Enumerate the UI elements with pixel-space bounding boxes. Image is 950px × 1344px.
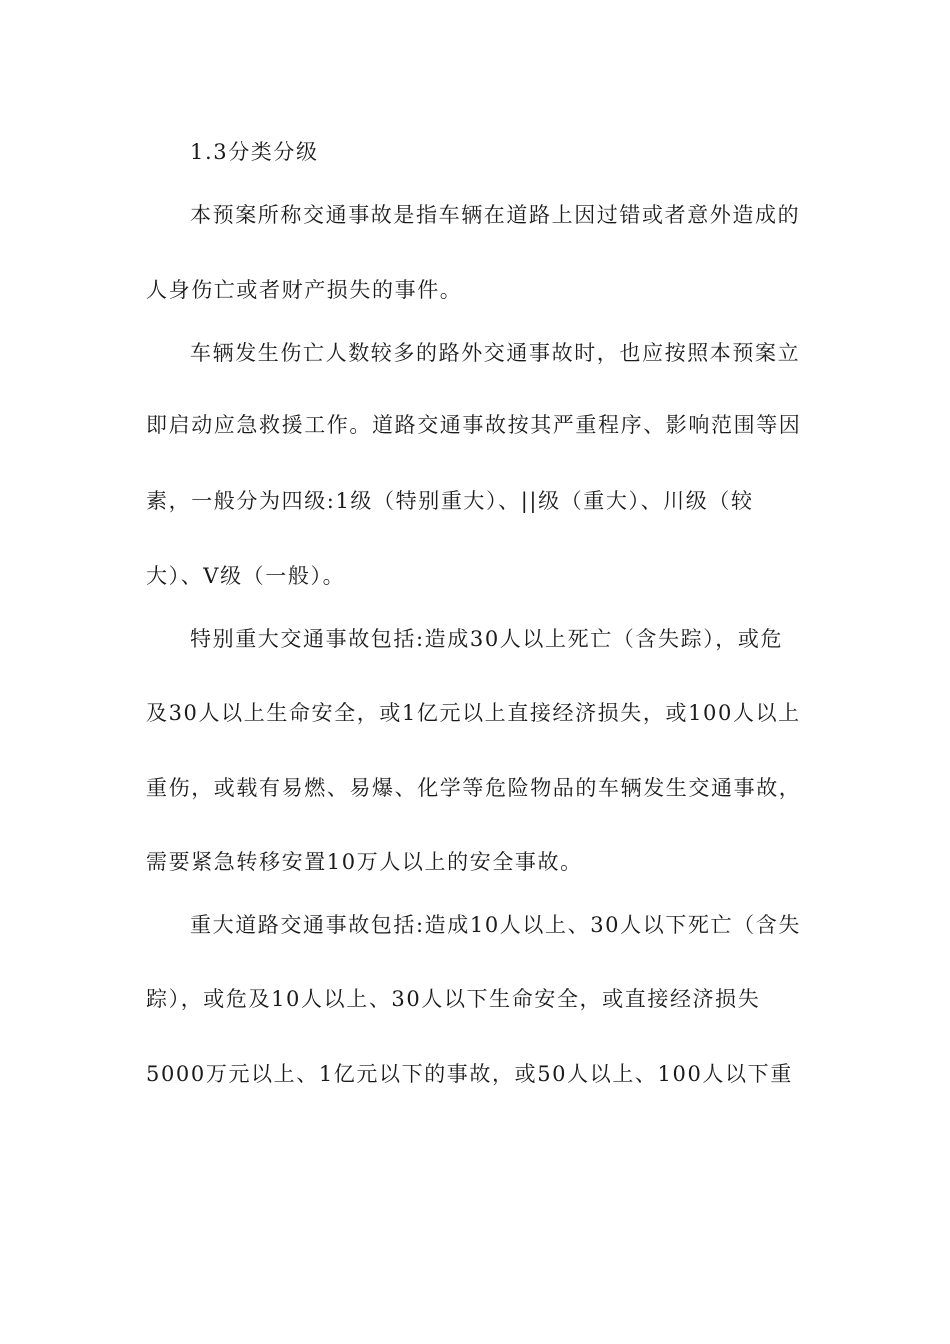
section-heading: 1.3分类分级: [190, 140, 319, 164]
paragraph-line: 重伤，或载有易燃、易爆、化学等危险物品的车辆发生交通事故，: [146, 776, 802, 800]
paragraph-line: 本预案所称交通事故是指车辆在道路上因过错或者意外造成的: [190, 203, 801, 227]
paragraph-line: 即启动应急救援工作。道路交通事故按其严重程序、影响范围等因: [146, 413, 802, 437]
paragraph-line: 特别重大交通事故包括:造成30人以上死亡（含失踪），或危: [190, 627, 784, 651]
paragraph-line: 5000万元以上、1亿元以下的事故，或50人以上、100人以下重: [146, 1062, 793, 1086]
paragraph-line: 车辆发生伤亡人数较多的路外交通事故时，也应按照本预案立: [190, 341, 801, 365]
paragraph-line: 需要紧急转移安置10万人以上的安全事故。: [146, 850, 583, 874]
paragraph-line: 人身伤亡或者财产损失的事件。: [146, 278, 463, 302]
paragraph-line: 及30人以上生命安全，或1亿元以上直接经济损失，或100人以上: [146, 701, 801, 725]
paragraph-line: 素，一般分为四级:1级（特别重大）、||级（重大）、川级（较: [146, 489, 754, 513]
paragraph-line: 大）、V级（一般）。: [146, 564, 346, 588]
paragraph-line: 重大道路交通事故包括:造成10人以上、30人以下死亡（含失: [190, 913, 801, 937]
paragraph-line: 踪），或危及10人以上、30人以下生命安全，或直接经济损失: [146, 987, 761, 1011]
